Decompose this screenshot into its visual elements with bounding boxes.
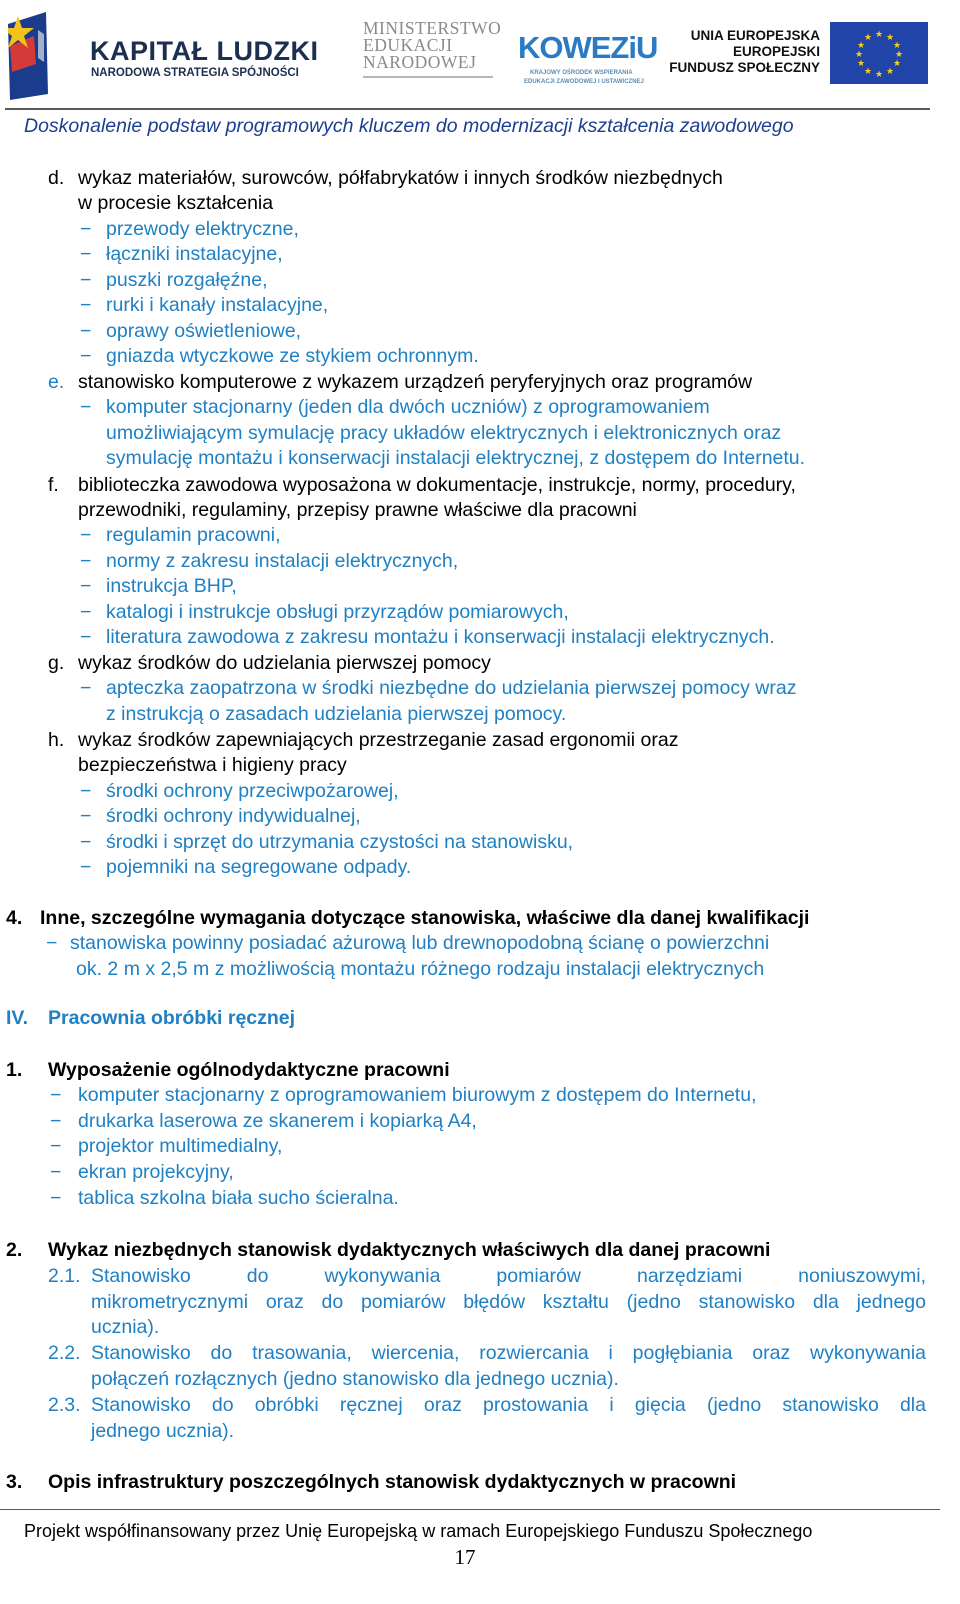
list-dash: − xyxy=(80,677,92,699)
section-h-marker: h. xyxy=(48,729,65,751)
list-dash: − xyxy=(80,294,92,316)
list-item: środki ochrony indywidualnej, xyxy=(106,805,361,827)
list-item: komputer stacjonarny z oprogramowaniem biurowym z dostępem do Internetu, xyxy=(78,1084,757,1106)
list-item-continuation: z instrukcją o zasadach udzielania pierwszej pomocy. xyxy=(106,703,567,725)
document-subtitle: Doskonalenie podstaw programowych kluczem do modernizacji kształcenia zawodowego xyxy=(24,115,794,137)
section-1-marker: 1. xyxy=(6,1059,23,1081)
koweziu-sub-1: KRAJOWY OŚRODEK WSPIERANIA xyxy=(530,70,633,76)
list-dash: − xyxy=(50,1084,62,1106)
list-item: ekran projekcyjny, xyxy=(78,1161,234,1183)
list-dash: − xyxy=(80,805,92,827)
list-item-continuation: umożliwiającym symulację pracy układów elektrycznych i elektronicznych oraz xyxy=(106,422,782,444)
footer-divider xyxy=(0,1509,940,1510)
svg-text:★: ★ xyxy=(874,30,884,40)
list-item: oprawy oświetleniowe, xyxy=(106,320,302,342)
section-d-marker: d. xyxy=(48,167,65,189)
section-2-heading: Wykaz niezbędnych stanowisk dydaktycznych właściwych dla danej pracowni xyxy=(48,1239,771,1261)
list-dash: − xyxy=(50,1135,62,1157)
list-dash: − xyxy=(80,218,92,240)
list-dash: − xyxy=(80,320,92,342)
kapital-ludzki-title: KAPITAŁ LUDZKI xyxy=(90,36,319,66)
list-dash: − xyxy=(80,626,92,648)
list-item: komputer stacjonarny (jeden dla dwóch uczniów) z oprogramowaniem xyxy=(106,396,710,418)
subsection-line: połączeń rozłącznych (jedno stanowisko dla jednego ucznia). xyxy=(91,1368,619,1390)
svg-text:★: ★ xyxy=(894,50,904,60)
subsection-line: ucznia). xyxy=(91,1316,160,1338)
list-item: literatura zawodowa z zakresu montażu i konserwacji instalacji elektrycznych. xyxy=(106,626,775,648)
list-dash: − xyxy=(80,831,92,853)
list-dash: − xyxy=(80,575,92,597)
list-dash: − xyxy=(50,1161,62,1183)
svg-text:★: ★ xyxy=(863,67,873,77)
list-item: regulamin pracowni, xyxy=(106,524,281,546)
ministry-line-1: MINISTERSTWO xyxy=(363,18,502,38)
list-item: stanowiska powinny posiadać ażurową lub drewnopodobną ścianę o powierzchni xyxy=(70,932,770,954)
list-item: łączniki instalacyjne, xyxy=(106,243,283,265)
list-item: projektor multimedialny, xyxy=(78,1135,283,1157)
list-dash: − xyxy=(50,1110,62,1132)
list-item: apteczka zaopatrzona w środki niezbędne do udzielania pierwszej pomocy wraz xyxy=(106,677,797,699)
section-g-marker: g. xyxy=(48,652,65,674)
svg-text:★: ★ xyxy=(885,67,895,77)
list-item: instrukcja BHP, xyxy=(106,575,237,597)
subsection-line: Stanowisko do obróbki ręcznej oraz prostowania i gięcia (jedno stanowisko dla xyxy=(91,1394,926,1416)
svg-text:★: ★ xyxy=(892,59,902,69)
ministry-logo xyxy=(363,20,501,71)
section-3-marker: 3. xyxy=(6,1471,23,1493)
svg-text:★: ★ xyxy=(856,41,866,51)
list-dash: − xyxy=(80,524,92,546)
list-item: pojemniki na segregowane odpady. xyxy=(106,856,412,878)
section-f-line: przewodniki, regulaminy, przepisy prawne właściwe dla pracowni xyxy=(78,499,637,521)
eu-label xyxy=(669,28,820,76)
kapital-ludzki-logo xyxy=(8,6,68,100)
koweziu-sub-2: EDUKACJI ZAWODOWEJ I USTAWICZNEJ xyxy=(524,79,644,85)
svg-text:★: ★ xyxy=(874,70,884,80)
subsection-marker: 2.1. xyxy=(48,1265,81,1287)
section-g-line: wykaz środków do udzielania pierwszej pomocy xyxy=(78,652,491,674)
section-d-line: w procesie kształcenia xyxy=(78,192,274,214)
header-divider xyxy=(5,108,930,110)
list-dash: − xyxy=(80,396,92,418)
section-f-marker: f. xyxy=(48,474,59,496)
list-item: puszki rozgałęźne, xyxy=(106,269,268,291)
list-dash: − xyxy=(80,243,92,265)
header-logos xyxy=(0,0,960,108)
svg-text:★: ★ xyxy=(885,33,895,43)
list-item-continuation: ok. 2 m x 2,5 m z możliwością montażu różnego rodzaju instalacji elektrycznych xyxy=(76,958,765,980)
eu-line-1: UNIA EUROPEJSKA xyxy=(690,28,820,43)
section-IV-heading: Pracownia obróbki ręcznej xyxy=(48,1007,296,1029)
ministry-underline xyxy=(363,76,493,78)
list-item: przewody elektryczne, xyxy=(106,218,299,240)
list-item: katalogi i instrukcje obsługi przyrządów pomiarowych, xyxy=(106,601,569,623)
list-item: normy z zakresu instalacji elektrycznych, xyxy=(106,550,459,572)
subsection-marker: 2.3. xyxy=(48,1394,81,1416)
section-4-marker: 4. xyxy=(6,907,23,929)
section-h-line: wykaz środków zapewniających przestrzeganie zasad ergonomii oraz xyxy=(78,729,679,751)
section-h-line: bezpieczeństwa i higieny pracy xyxy=(78,754,347,776)
footer-text: Projekt współfinansowany przez Unię Europejską w ramach Europejskiego Funduszu Społecznego xyxy=(24,1521,813,1541)
ministry-line-3: NARODOWEJ xyxy=(363,52,477,72)
eu-line-3: FUNDUSZ SPOŁECZNY xyxy=(669,60,820,75)
list-dash: − xyxy=(80,601,92,623)
subsection-line: jednego ucznia). xyxy=(91,1420,235,1442)
eu-line-2: EUROPEJSKI xyxy=(732,44,820,59)
list-item: rurki i kanały instalacyjne, xyxy=(106,294,329,316)
list-dash: − xyxy=(80,856,92,878)
page-number: 17 xyxy=(454,1545,476,1569)
eu-flag-icon xyxy=(830,22,928,84)
svg-text:★: ★ xyxy=(863,33,873,43)
section-4-heading: Inne, szczególne wymagania dotyczące stanowiska, właściwe dla danej kwalifikacji xyxy=(40,907,810,929)
kapital-ludzki-subtitle: NARODOWA STRATEGIA SPÓJNOŚCI xyxy=(91,67,299,79)
list-dash: − xyxy=(50,1187,62,1209)
section-3-heading: Opis infrastruktury poszczególnych stanowisk dydaktycznych w pracowni xyxy=(48,1471,737,1493)
svg-text:★: ★ xyxy=(892,41,902,51)
koweziu-wordmark: KOWEZiU xyxy=(518,30,658,65)
list-dash: − xyxy=(80,269,92,291)
section-2-marker: 2. xyxy=(6,1239,23,1261)
list-item-continuation: symulację montażu i konserwacji instalacji elektrycznej, z dostępem do Internetu. xyxy=(106,447,806,469)
section-e-marker: e. xyxy=(48,371,65,393)
subsection-line: mikrometrycznymi oraz do pomiarów błędów kształtu (jedno stanowisko dla jednego xyxy=(91,1291,926,1313)
section-d-line: wykaz materiałów, surowców, półfabrykatów i innych środków niezbędnych xyxy=(78,167,723,189)
list-item: tablica szkolna biała sucho ścieralna. xyxy=(78,1187,399,1209)
section-IV-marker: IV. xyxy=(6,1007,29,1029)
list-item: gniazda wtyczkowe ze stykiem ochronnym. xyxy=(106,345,479,367)
svg-text:★: ★ xyxy=(856,59,866,69)
section-1-heading: Wyposażenie ogólnodydaktyczne pracowni xyxy=(48,1059,450,1081)
list-dash: − xyxy=(80,345,92,367)
list-dash: − xyxy=(80,780,92,802)
list-item: drukarka laserowa ze skanerem i kopiarką A4, xyxy=(78,1110,477,1132)
ministry-line-2: EDUKACJI xyxy=(363,35,453,55)
list-dash: − xyxy=(46,932,58,954)
list-item: środki ochrony przeciwpożarowej, xyxy=(106,780,399,802)
subsection-marker: 2.2. xyxy=(48,1342,81,1364)
list-item: środki i sprzęt do utrzymania czystości na stanowisku, xyxy=(106,831,574,853)
subsection-line: Stanowisko do trasowania, wiercenia, rozwiercania i pogłębiania oraz wykonywania xyxy=(91,1342,926,1364)
svg-text:★: ★ xyxy=(854,50,864,60)
section-f-line: biblioteczka zawodowa wyposażona w dokumentacje, instrukcje, normy, procedury, xyxy=(78,474,796,496)
section-e-line: stanowisko komputerowe z wykazem urządzeń peryferyjnych oraz programów xyxy=(78,371,753,393)
list-dash: − xyxy=(80,550,92,572)
subsection-line: Stanowisko do wykonywania pomiarów narzędziami noniuszowymi, xyxy=(91,1265,926,1287)
